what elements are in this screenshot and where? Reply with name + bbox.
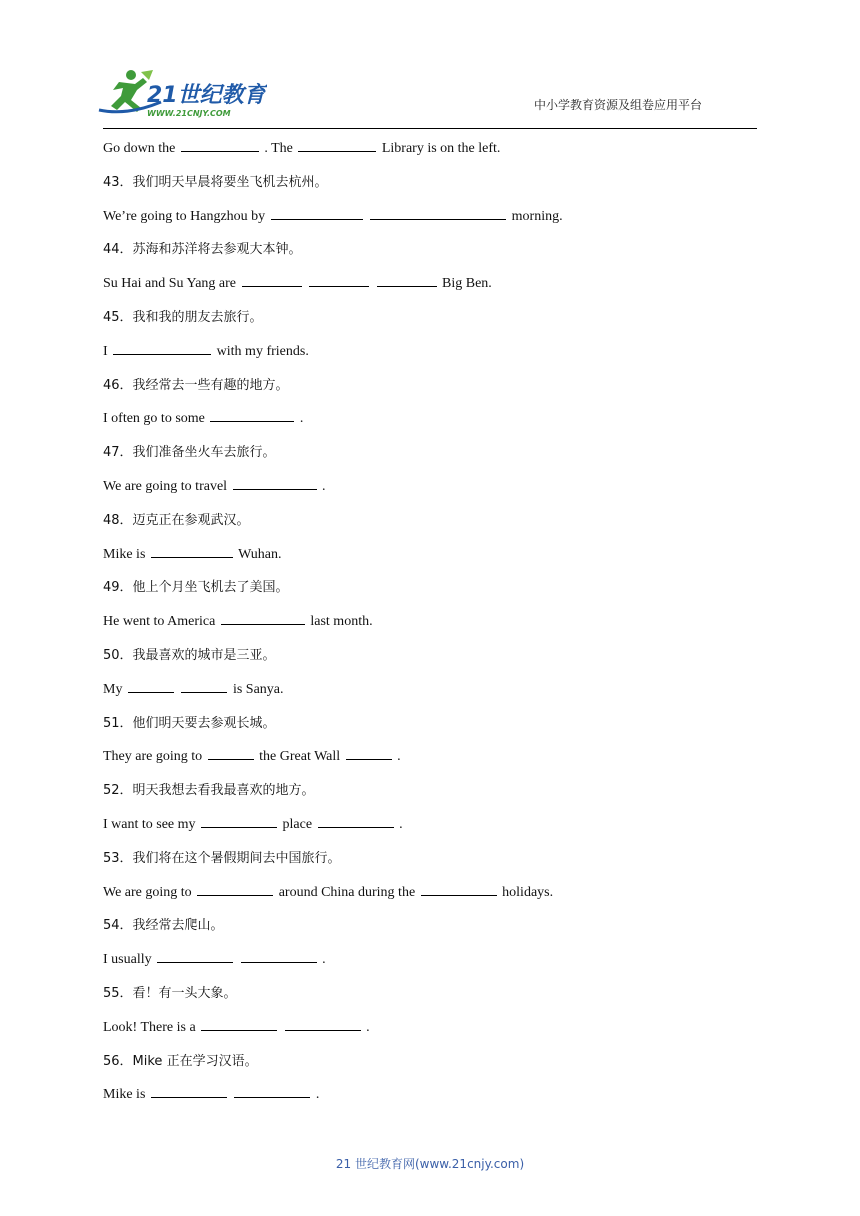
answer-line — [103, 408, 757, 442]
sentence-text: We are going to travel — [103, 478, 228, 494]
sentence-text: I — [103, 343, 108, 359]
sentence-text: Big Ben. — [442, 276, 492, 292]
header-rule — [103, 128, 757, 129]
question-prompt: 50．我最喜欢的城市是三亚。 — [103, 647, 276, 663]
sentence-text: Wuhan. — [238, 546, 282, 562]
sentence-text: He went to America — [103, 614, 216, 630]
answer-blank[interactable] — [157, 950, 233, 963]
sentence-text: Look! There is a — [103, 1019, 196, 1035]
answer-blank[interactable] — [377, 274, 437, 287]
answer-blank[interactable] — [233, 477, 317, 490]
answer-blank[interactable] — [309, 274, 369, 287]
exercise-list — [103, 138, 757, 1118]
sentence-text: is Sanya. — [232, 681, 284, 697]
sentence-text: the Great Wall — [259, 749, 341, 765]
answer-blank[interactable] — [151, 1085, 227, 1098]
sentence-text: . — [315, 1087, 320, 1103]
answer-line — [103, 341, 757, 375]
answer-line — [103, 544, 757, 578]
sentence-text: My — [103, 681, 123, 697]
question-prompt: 54．我经常去爬山。 — [103, 918, 224, 934]
answer-line — [103, 679, 757, 713]
sentence-text: . — [399, 816, 403, 832]
answer-blank[interactable] — [210, 409, 294, 422]
logo-url: WWW.21CNJY.COM — [147, 109, 231, 118]
sentence-text: around China during the — [278, 884, 416, 900]
platform-name: 中小学教育资源及组卷应用平台 — [533, 98, 702, 112]
answer-blank[interactable] — [113, 342, 211, 355]
sentence-text: We are going to — [103, 884, 192, 900]
answer-blank[interactable] — [318, 815, 394, 828]
sentence-text: I want to see my — [103, 816, 196, 832]
answer-line — [103, 138, 757, 172]
sentence-text: I often go to some — [103, 411, 205, 427]
answer-line — [103, 1084, 757, 1118]
sentence-text: with my friends. — [216, 343, 309, 359]
answer-blank[interactable] — [421, 883, 497, 896]
answer-blank[interactable] — [242, 274, 302, 287]
sentence-text: holidays. — [502, 884, 554, 900]
sentence-text: Mike is — [103, 546, 146, 562]
answer-blank[interactable] — [346, 747, 392, 760]
sentence-text: They are going to — [103, 749, 203, 765]
answer-blank[interactable] — [201, 815, 277, 828]
question-prompt: 44．苏海和苏洋将去参观大本钟。 — [103, 242, 302, 258]
answer-line — [103, 476, 757, 510]
sentence-text: . — [322, 478, 326, 494]
answer-line — [103, 611, 757, 645]
answer-blank[interactable] — [370, 207, 506, 220]
sentence-text: morning. — [511, 208, 563, 224]
answer-blank[interactable] — [221, 612, 305, 625]
answer-blank[interactable] — [197, 883, 273, 896]
answer-blank[interactable] — [271, 207, 363, 220]
logo-text: 21世纪教育 — [147, 83, 266, 108]
sentence-text: . — [397, 749, 401, 765]
answer-blank[interactable] — [298, 139, 376, 152]
question-prompt: 46．我经常去一些有趣的地方。 — [103, 377, 289, 393]
question-prompt: 53．我们将在这个暑假期间去中国旅行。 — [103, 850, 341, 866]
answer-line — [103, 273, 757, 307]
page-footer: 21 世纪教育网(www.21cnjy.com) — [335, 1157, 525, 1171]
answer-line — [103, 949, 757, 983]
answer-blank[interactable] — [128, 680, 174, 693]
question-prompt: 56．Mike 正在学习汉语。 — [103, 1053, 258, 1069]
answer-blank[interactable] — [234, 1085, 310, 1098]
answer-line — [103, 814, 757, 848]
page-header — [0, 0, 860, 135]
answer-line — [103, 746, 757, 780]
sentence-text: . The — [264, 141, 293, 156]
question-prompt: 55．看！有一头大象。 — [103, 985, 237, 1001]
sentence-text: Su Hai and Su Yang are — [103, 276, 236, 292]
question-prompt: 47．我们准备坐火车去旅行。 — [103, 445, 276, 461]
sentence-text: . — [299, 411, 304, 427]
sentence-text: We’re going to Hangzhou by — [103, 208, 266, 224]
answer-blank[interactable] — [241, 950, 317, 963]
sentence-text: . — [322, 952, 326, 968]
sentence-text: . — [366, 1019, 370, 1035]
answer-blank[interactable] — [151, 545, 233, 558]
answer-blank[interactable] — [285, 1018, 361, 1031]
answer-line — [103, 1017, 757, 1051]
question-prompt: 51．他们明天要去参观长城。 — [103, 715, 276, 731]
logo-21cnjy — [97, 66, 267, 124]
sentence-text: place — [282, 816, 313, 832]
answer-blank[interactable] — [181, 139, 259, 152]
sentence-text: Mike is — [103, 1087, 146, 1103]
sentence-text: Library is on the left. — [381, 141, 501, 156]
question-prompt: 43．我们明天早晨将要坐飞机去杭州。 — [103, 174, 328, 190]
sentence-text: Go down the — [103, 141, 176, 156]
answer-blank[interactable] — [208, 747, 254, 760]
question-prompt: 52．明天我想去看我最喜欢的地方。 — [103, 783, 315, 799]
question-prompt: 45．我和我的朋友去旅行。 — [103, 309, 263, 325]
answer-blank[interactable] — [181, 680, 227, 693]
answer-line — [103, 882, 757, 916]
question-prompt: 48．迈克正在参观武汉。 — [103, 512, 250, 528]
question-prompt: 49．他上个月坐飞机去了美国。 — [103, 580, 289, 596]
answer-blank[interactable] — [201, 1018, 277, 1031]
sentence-text: I usually — [103, 952, 152, 968]
sentence-text: last month. — [310, 614, 373, 630]
answer-line — [103, 206, 757, 240]
